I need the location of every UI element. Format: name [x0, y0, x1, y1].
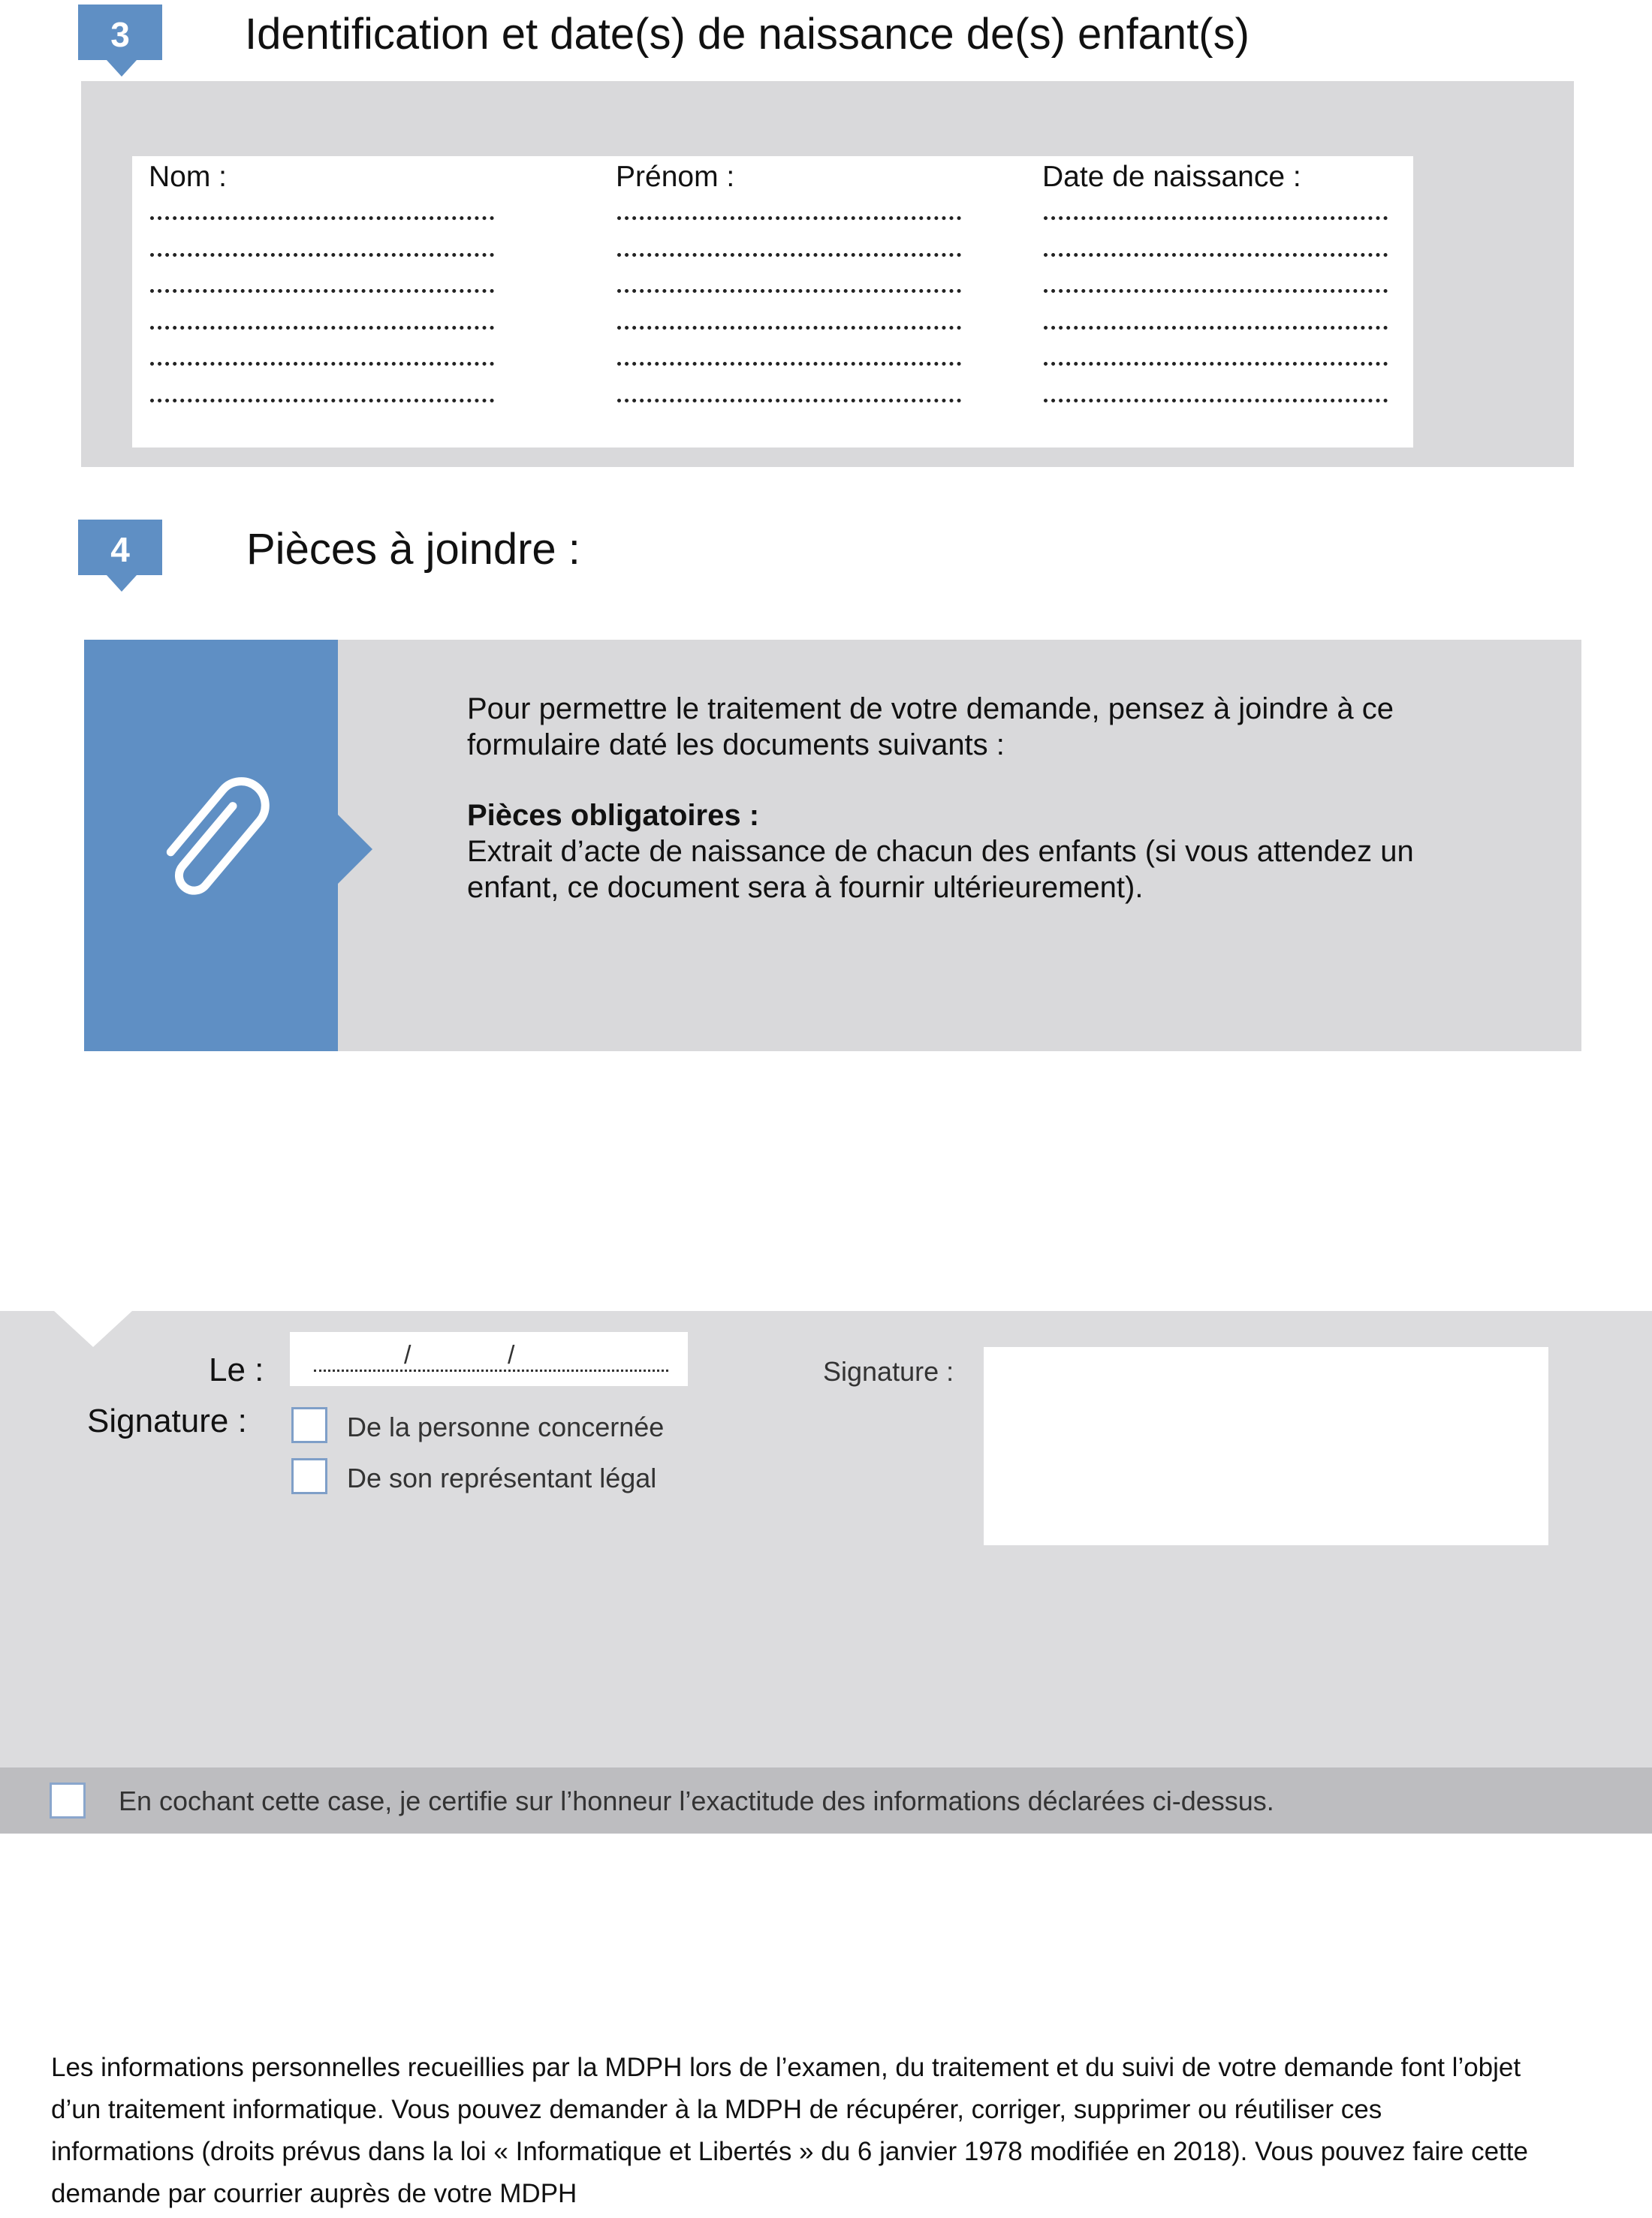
- field-prenom-row-2[interactable]: [617, 253, 961, 257]
- mandatory-line-2: enfant, ce document sera à fournir ultérieurement).: [467, 871, 1144, 904]
- children-table: [132, 156, 1413, 448]
- footer-line-3: informations (droits prévus dans la loi « Informatique et Libertés » du 6 janvier 1978 modifiée en 2018). Vous pouvez faire cette: [51, 2137, 1528, 2166]
- field-date-naissance-row-4[interactable]: [1044, 326, 1388, 330]
- field-nom-row-1[interactable]: [150, 216, 494, 220]
- column-header-date-naissance: Date de naissance :: [1042, 161, 1301, 193]
- section-3-title: Identification et date(s) de naissance de(s) enfant(s): [245, 10, 1250, 59]
- date-separator-2: /: [508, 1341, 515, 1370]
- paperclip-icon: [147, 769, 282, 919]
- footer-line-2: d’un traitement informatique. Vous pouvez demander à la MDPH de récupérer, corriger, supprimer ou réutiliser ces: [51, 2095, 1382, 2124]
- intro-line-1: Pour permettre le traitement de votre demande, pensez à joindre à ce: [467, 692, 1394, 725]
- column-header-prenom: Prénom :: [616, 161, 735, 193]
- field-prenom-row-3[interactable]: [617, 289, 961, 293]
- sidebar-arrow: [338, 815, 372, 884]
- certification-checkbox[interactable]: [50, 1783, 86, 1819]
- option-representant-legal: De son représentant légal: [347, 1463, 657, 1493]
- footer-line-4: demande par courrier auprès de votre MDPH: [51, 2179, 577, 2208]
- date-separator-1: /: [404, 1341, 411, 1370]
- field-prenom-row-5[interactable]: [617, 362, 961, 366]
- signature-type-label: Signature :: [87, 1403, 247, 1439]
- signature-panel-notch: [54, 1311, 132, 1347]
- field-nom-row-2[interactable]: [150, 253, 494, 257]
- signature-box-label: Signature :: [823, 1356, 954, 1387]
- section-4-badge: 4: [78, 520, 162, 575]
- field-nom-row-5[interactable]: [150, 362, 494, 366]
- field-prenom-row-6[interactable]: [617, 399, 961, 402]
- field-nom-row-4[interactable]: [150, 326, 494, 330]
- mandatory-line-1: Extrait d’acte de naissance de chacun des enfants (si vous attendez un: [467, 835, 1414, 868]
- checkbox-personne-concernee[interactable]: [291, 1407, 327, 1443]
- field-date-naissance-row-1[interactable]: [1044, 216, 1388, 220]
- signature-box[interactable]: [984, 1347, 1548, 1545]
- field-nom-row-3[interactable]: [150, 289, 494, 293]
- certification-text: En cochant cette case, je certifie sur l’honneur l’exactitude des informations déclarées ci-dessus.: [119, 1786, 1274, 1816]
- date-label: Le :: [209, 1352, 264, 1388]
- field-date-naissance-row-3[interactable]: [1044, 289, 1388, 293]
- date-input[interactable]: [290, 1332, 688, 1386]
- column-header-nom: Nom :: [149, 161, 228, 193]
- field-prenom-row-1[interactable]: [617, 216, 961, 220]
- checkbox-representant-legal[interactable]: [291, 1458, 327, 1494]
- footer-line-1: Les informations personnelles recueillies par la MDPH lors de l’examen, du traitement et du suivi de votre demande font l’objet: [51, 2053, 1521, 2082]
- field-prenom-row-4[interactable]: [617, 326, 961, 330]
- field-date-naissance-row-2[interactable]: [1044, 253, 1388, 257]
- mandatory-heading: Pièces obligatoires :: [467, 799, 760, 832]
- section-4-title: Pièces à joindre :: [246, 525, 580, 574]
- intro-line-2: formulaire daté les documents suivants :: [467, 728, 1005, 761]
- field-date-naissance-row-6[interactable]: [1044, 399, 1388, 402]
- field-date-naissance-row-5[interactable]: [1044, 362, 1388, 366]
- section-3-badge: 3: [78, 5, 162, 60]
- date-input-line: [314, 1370, 668, 1372]
- option-personne-concernee: De la personne concernée: [347, 1412, 665, 1442]
- field-nom-row-6[interactable]: [150, 399, 494, 402]
